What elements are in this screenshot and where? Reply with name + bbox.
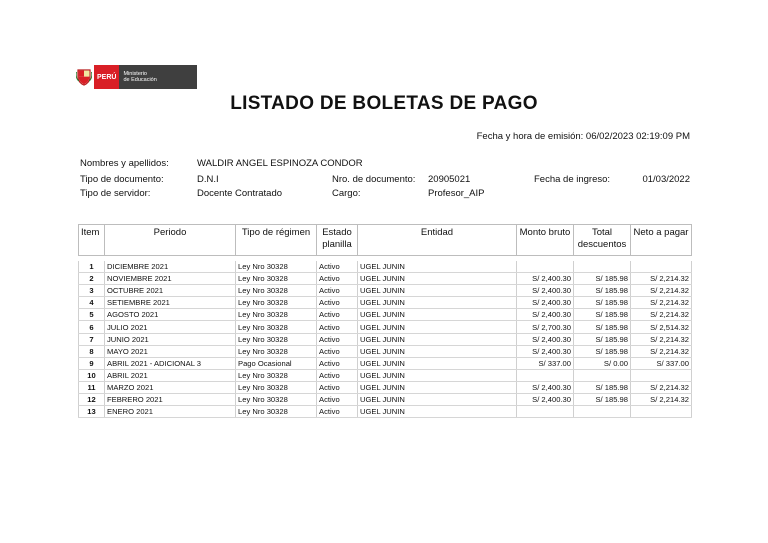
cell-descuentos: S/ 185.98: [574, 345, 631, 357]
table-row: [79, 309, 692, 321]
cell-descuentos: [574, 369, 631, 381]
cell-periodo: MAYO 2021: [105, 345, 236, 357]
payslip-table: [78, 224, 692, 418]
cell-regimen: Ley Nro 30328: [236, 333, 317, 345]
nro-documento-value: 20905021: [428, 174, 471, 185]
table-row: [79, 369, 692, 381]
cell-descuentos: S/ 185.98: [574, 321, 631, 333]
cell-estado: Activo: [317, 297, 358, 309]
cell-item: 10: [79, 369, 105, 381]
cell-periodo: JUNIO 2021: [105, 333, 236, 345]
cell-monto-bruto: S/ 2,400.30: [517, 381, 574, 393]
logo-country-label: PERÚ: [94, 65, 119, 89]
cell-descuentos: S/ 185.98: [574, 381, 631, 393]
cell-descuentos: S/ 185.98: [574, 297, 631, 309]
ministry-logo: [74, 65, 197, 89]
page-title: LISTADO DE BOLETAS DE PAGO: [230, 93, 538, 114]
cell-entidad: UGEL JUNIN: [358, 261, 517, 273]
cell-estado: Activo: [317, 381, 358, 393]
cell-entidad: UGEL JUNIN: [358, 369, 517, 381]
tipo-documento-label: Tipo de documento:: [80, 174, 164, 185]
table-row: [79, 261, 692, 273]
cell-monto-bruto: S/ 2,400.30: [517, 309, 574, 321]
cell-item: 8: [79, 345, 105, 357]
cell-entidad: UGEL JUNIN: [358, 357, 517, 369]
cell-estado: Activo: [317, 273, 358, 285]
cell-neto: S/ 2,214.32: [631, 345, 692, 357]
cell-estado: Activo: [317, 309, 358, 321]
table-row: [79, 321, 692, 333]
cell-regimen: Ley Nro 30328: [236, 394, 317, 406]
nombres-label: Nombres y apellidos:: [80, 158, 169, 169]
cell-periodo: OCTUBRE 2021: [105, 285, 236, 297]
cell-entidad: UGEL JUNIN: [358, 297, 517, 309]
cell-neto: S/ 2,214.32: [631, 285, 692, 297]
cell-regimen: Ley Nro 30328: [236, 273, 317, 285]
cell-entidad: UGEL JUNIN: [358, 394, 517, 406]
cargo-label: Cargo:: [332, 188, 361, 199]
cell-regimen: Ley Nro 30328: [236, 309, 317, 321]
table-header-row: [79, 225, 692, 256]
fecha-ingreso-value: 01/03/2022: [642, 174, 690, 185]
cell-estado: Activo: [317, 321, 358, 333]
cell-regimen: Ley Nro 30328: [236, 406, 317, 418]
cell-item: 11: [79, 381, 105, 393]
cell-monto-bruto: S/ 2,400.30: [517, 333, 574, 345]
logo-ministry-line2: de Educación: [123, 77, 157, 83]
table-row: [79, 297, 692, 309]
cell-regimen: Ley Nro 30328: [236, 261, 317, 273]
cell-neto: [631, 406, 692, 418]
cell-neto: S/ 2,214.32: [631, 381, 692, 393]
table-row: [79, 381, 692, 393]
cell-estado: Activo: [317, 345, 358, 357]
cell-entidad: UGEL JUNIN: [358, 321, 517, 333]
cell-entidad: UGEL JUNIN: [358, 381, 517, 393]
tipo-documento-value: D.N.I: [197, 174, 219, 185]
cell-estado: Activo: [317, 394, 358, 406]
cell-monto-bruto: S/ 2,400.30: [517, 394, 574, 406]
header-total-descuentos: Total descuentos: [574, 225, 631, 256]
cell-periodo: DICIEMBRE 2021: [105, 261, 236, 273]
cell-item: 6: [79, 321, 105, 333]
cell-neto: S/ 2,514.32: [631, 321, 692, 333]
cell-periodo: MARZO 2021: [105, 381, 236, 393]
cell-monto-bruto: S/ 2,400.30: [517, 285, 574, 297]
cell-descuentos: [574, 261, 631, 273]
cargo-value: Profesor_AIP: [428, 188, 485, 199]
cell-regimen: Ley Nro 30328: [236, 285, 317, 297]
cell-estado: Activo: [317, 285, 358, 297]
cell-item: 2: [79, 273, 105, 285]
cell-regimen: Pago Ocasional: [236, 357, 317, 369]
cell-descuentos: S/ 0.00: [574, 357, 631, 369]
cell-regimen: Ley Nro 30328: [236, 321, 317, 333]
cell-item: 1: [79, 261, 105, 273]
cell-item: 9: [79, 357, 105, 369]
header-monto-bruto: Monto bruto: [517, 225, 574, 256]
cell-periodo: SETIEMBRE 2021: [105, 297, 236, 309]
cell-monto-bruto: [517, 406, 574, 418]
cell-monto-bruto: S/ 337.00: [517, 357, 574, 369]
cell-neto: S/ 2,214.32: [631, 333, 692, 345]
cell-entidad: UGEL JUNIN: [358, 406, 517, 418]
cell-periodo: FEBRERO 2021: [105, 394, 236, 406]
fecha-ingreso-label: Fecha de ingreso:: [534, 174, 611, 185]
table-row: [79, 406, 692, 418]
tipo-servidor-value: Docente Contratado: [197, 188, 283, 199]
cell-descuentos: S/ 185.98: [574, 394, 631, 406]
cell-neto: S/ 2,214.32: [631, 297, 692, 309]
nro-documento-label: Nro. de documento:: [332, 174, 416, 185]
table-row: [79, 394, 692, 406]
cell-descuentos: [574, 406, 631, 418]
header-estado-planilla: Estado planilla: [317, 225, 358, 256]
cell-periodo: ENERO 2021: [105, 406, 236, 418]
cell-periodo: AGOSTO 2021: [105, 309, 236, 321]
cell-descuentos: S/ 185.98: [574, 273, 631, 285]
table-row: [79, 333, 692, 345]
nombres-value: WALDIR ANGEL ESPINOZA CONDOR: [197, 158, 363, 169]
logo-ministry-label: [119, 65, 197, 89]
cell-neto: [631, 369, 692, 381]
header-tipo-regimen: Tipo de régimen: [236, 225, 317, 256]
cell-estado: Activo: [317, 357, 358, 369]
cell-estado: Activo: [317, 369, 358, 381]
table-row: [79, 357, 692, 369]
cell-monto-bruto: S/ 2,700.30: [517, 321, 574, 333]
table-row: [79, 273, 692, 285]
cell-neto: S/ 2,214.32: [631, 394, 692, 406]
logo-ministry-line1: Ministerio: [123, 70, 147, 77]
cell-periodo: ABRIL 2021 - ADICIONAL 3: [105, 357, 236, 369]
cell-entidad: UGEL JUNIN: [358, 345, 517, 357]
cell-entidad: UGEL JUNIN: [358, 333, 517, 345]
cell-monto-bruto: S/ 2,400.30: [517, 273, 574, 285]
header-entidad: Entidad: [358, 225, 517, 256]
cell-neto: S/ 337.00: [631, 357, 692, 369]
cell-estado: Activo: [317, 261, 358, 273]
cell-monto-bruto: S/ 2,400.30: [517, 345, 574, 357]
cell-estado: Activo: [317, 333, 358, 345]
cell-monto-bruto: [517, 369, 574, 381]
cell-regimen: Ley Nro 30328: [236, 297, 317, 309]
emission-datetime: Fecha y hora de emisión: 06/02/2023 02:19:09 PM: [476, 131, 690, 142]
table-row: [79, 345, 692, 357]
cell-item: 5: [79, 309, 105, 321]
cell-item: 3: [79, 285, 105, 297]
cell-descuentos: S/ 185.98: [574, 285, 631, 297]
cell-estado: Activo: [317, 406, 358, 418]
cell-entidad: UGEL JUNIN: [358, 273, 517, 285]
table-row: [79, 285, 692, 297]
tipo-servidor-label: Tipo de servidor:: [80, 188, 151, 199]
cell-item: 13: [79, 406, 105, 418]
cell-item: 7: [79, 333, 105, 345]
cell-regimen: Ley Nro 30328: [236, 381, 317, 393]
cell-neto: S/ 2,214.32: [631, 273, 692, 285]
cell-item: 4: [79, 297, 105, 309]
cell-entidad: UGEL JUNIN: [358, 285, 517, 297]
cell-regimen: Ley Nro 30328: [236, 369, 317, 381]
cell-neto: [631, 261, 692, 273]
cell-descuentos: S/ 185.98: [574, 309, 631, 321]
cell-periodo: NOVIEMBRE 2021: [105, 273, 236, 285]
peru-shield-icon: [74, 65, 94, 89]
cell-descuentos: S/ 185.98: [574, 333, 631, 345]
cell-monto-bruto: [517, 261, 574, 273]
cell-regimen: Ley Nro 30328: [236, 345, 317, 357]
cell-periodo: ABRIL 2021: [105, 369, 236, 381]
header-item: Item: [79, 225, 105, 256]
header-neto-pagar: Neto a pagar: [631, 225, 692, 256]
header-periodo: Periodo: [105, 225, 236, 256]
cell-neto: S/ 2,214.32: [631, 309, 692, 321]
cell-item: 12: [79, 394, 105, 406]
cell-periodo: JULIO 2021: [105, 321, 236, 333]
cell-entidad: UGEL JUNIN: [358, 309, 517, 321]
cell-monto-bruto: S/ 2,400.30: [517, 297, 574, 309]
